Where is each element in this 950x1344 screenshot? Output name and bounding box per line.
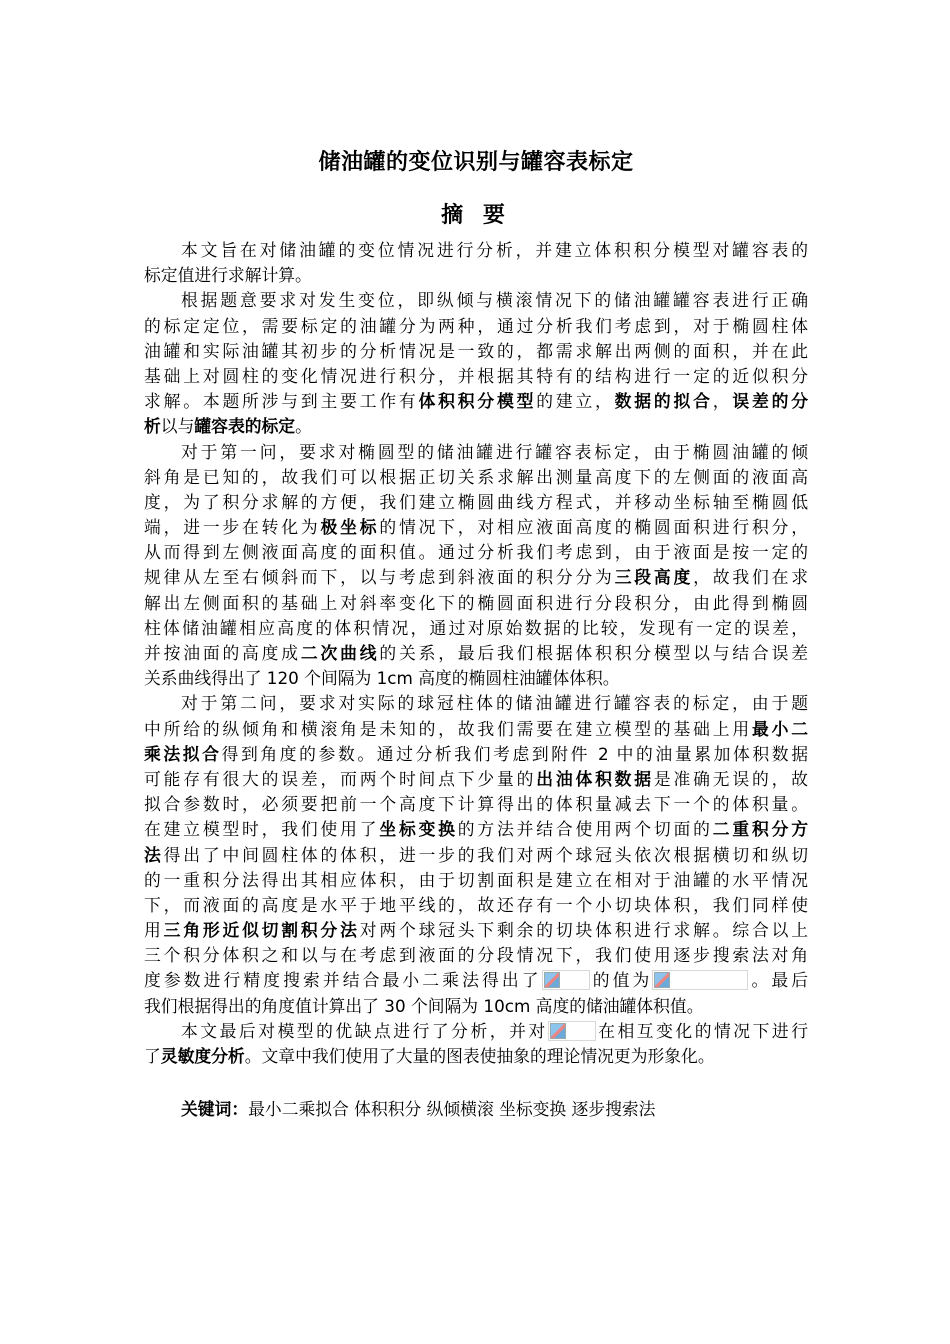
abstract-line (144, 339, 808, 364)
text-run: 是准确无误的，故 (653, 768, 808, 789)
abstract-line (144, 943, 808, 968)
abstract-line (144, 742, 808, 767)
abstract-line (144, 792, 808, 817)
abstract-line (144, 389, 808, 414)
abstract-line (144, 288, 808, 313)
paper-title: 储油罐的变位识别与罐容表标定 (318, 150, 634, 175)
abstract-line (144, 717, 808, 742)
bold-term: 最小二 (751, 718, 808, 739)
abstract-line (144, 817, 808, 842)
broken-image-icon (550, 1023, 566, 1039)
broken-formula-image (652, 970, 748, 990)
abstract-line (144, 364, 808, 389)
abstract-line (144, 414, 808, 439)
abstract-line (144, 767, 808, 792)
bold-term: 二次曲线 (300, 643, 380, 663)
bold-term: 乘法拟合 (144, 743, 222, 764)
text-run: 的方法并结合使用两个切面的 (457, 819, 713, 840)
text-run: 了 (144, 1046, 161, 1066)
text-run: 在建立模型时，我们使用了 (144, 819, 380, 840)
abstract-line (144, 515, 808, 540)
bold-term: 误差的分 (732, 391, 808, 412)
bold-term: 灵敏度分析 (160, 1046, 245, 1066)
text-run: 。 (295, 416, 312, 437)
abstract-heading: 摘 要 (441, 203, 511, 228)
abstract-line (144, 666, 808, 691)
text-run: 的一重积分法得出其相应体积，由于切割面积是建立在相对于油罐的水平情况 (144, 869, 808, 890)
abstract-line (144, 893, 808, 918)
text-run: ，故我们在求 (693, 567, 808, 588)
abstract-line (144, 238, 808, 263)
text-run: 中所给的纵倾角和横滚角是未知的，故我们需要在建立模型的基础上用 (144, 718, 752, 739)
text-run: 度参数进行精度搜索并结合最小二乘法得出了 (144, 970, 542, 991)
text-run: 可能存有很大的误差，而两个时间点下少量的 (144, 768, 537, 789)
abstract-line (144, 490, 808, 515)
broken-formula-image (548, 1021, 596, 1041)
text-run: 本文最后对模型的优缺点进行了分析，并对 (181, 1020, 548, 1041)
abstract-line (144, 843, 808, 868)
abstract-line (144, 314, 808, 339)
text-run: 对于第一问，要求对椭圆型的储油罐进行罐容表标定，由于椭圆油罐的倾 (181, 441, 808, 462)
text-run: 油罐和实际油罐其初步的分析情况是一致的，都需求解出两侧的面积，并在此 (144, 340, 808, 361)
broken-formula-image (542, 970, 590, 990)
abstract-line (144, 994, 808, 1019)
abstract-line (144, 691, 808, 716)
text-run: 柱体储油罐相应高度的体积情况，通过对原始数据的比较，发现有一定的误差， (144, 617, 808, 638)
bold-term: 坐标变换 (379, 819, 458, 840)
broken-image-icon (544, 972, 560, 988)
text-run: 斜角是已知的，故我们可以根据正切关系求解出测量高度下的左侧面的液面高 (144, 466, 808, 487)
text-run: 基础上对圆柱的变化情况进行积分，并根据其特有的结构进行一定的近似积分 (144, 365, 808, 386)
bold-term: 数据的拟合 (614, 391, 713, 412)
bold-term: 法 (144, 844, 164, 865)
text-run: 本文旨在对储油罐的变位情况进行分析，并建立体积积分模型对罐容表的 (181, 240, 808, 260)
abstract-line (144, 616, 808, 641)
abstract-line (144, 641, 808, 666)
text-run: 下，而液面的高度是水平于地平线的，故还存有一个小切块体积，我们同样使 (144, 894, 808, 915)
bold-term: 罐容表的标定 (194, 416, 296, 437)
abstract-line (144, 918, 808, 943)
bold-term: 极坐标 (320, 517, 380, 538)
text-run: ， (712, 391, 733, 412)
bold-term: 析 (144, 416, 161, 437)
abstract-line (144, 868, 808, 893)
text-run: 度，为了积分求解的方便，我们建立椭圆曲线方程式，并移动坐标轴至椭圆低 (144, 491, 808, 512)
keywords-text: 最小二乘拟合 体积积分 纵倾横滚 坐标变换 逐步搜索法 (248, 1099, 656, 1119)
broken-image-icon (654, 972, 670, 988)
abstract-body (144, 238, 808, 1069)
text-run: 端，进一步在转化为 (144, 517, 321, 538)
abstract-line (144, 565, 808, 590)
text-run: 规律从左至右倾斜而下，以与考虑到斜液面的积分分为 (144, 567, 615, 588)
keywords-label: 关键词： (181, 1099, 249, 1119)
bold-term: 二重积分方 (712, 819, 808, 840)
bold-term: 三角形近似切割积分法 (163, 920, 360, 941)
text-run: 的标定定位，需要标定的油罐分为两种，通过分析我们考虑到，对于椭圆柱体 (144, 315, 808, 336)
text-run: 的值为 (589, 970, 653, 991)
abstract-line (144, 540, 808, 565)
text-run: 关系曲线得出了 120 个间隔为 1cm 高度的椭圆柱油罐体体积。 (144, 668, 620, 689)
text-run: 对于第二问，要求对实际的球冠柱体的储油罐进行罐容表的标定，由于题 (181, 693, 808, 714)
abstract-line (144, 1044, 808, 1069)
text-run: 。最后 (748, 970, 808, 991)
text-run: 的情况下，对相应液面高度的椭圆面积进行积分， (379, 517, 808, 538)
text-run: 得出了中间圆柱体的体积，进一步的我们对两个球冠头依次根据横切和纵切 (163, 844, 808, 865)
text-run: 的建立， (536, 391, 615, 412)
text-run: 从而得到左侧液面高度的面积值。通过分析我们考虑到，由于液面是按一定的 (144, 542, 808, 563)
text-run: 。文章中我们使用了大量的图表使抽象的理论情况更为形象化。 (244, 1046, 715, 1066)
text-run: 的关系，最后我们根据体积积分模型以与结合误差 (379, 643, 808, 663)
text-run: 用 (144, 920, 164, 941)
text-run: 解出左侧面积的基础上对斜率变化下的椭圆面积进行分段积分，由此得到椭圆 (144, 592, 808, 613)
bold-term: 三段高度 (614, 567, 694, 588)
text-run: 根据题意要求对发生变位，即纵倾与横滚情况下的储油罐罐容表进行正确 (181, 290, 808, 311)
text-run: 对两个球冠头下剩余的切块体积进行求解。综合以上 (359, 920, 808, 941)
text-run: 以与 (160, 416, 195, 437)
text-run: 标定值进行求解计算。 (144, 265, 312, 286)
text-run: 我们根据得出的角度值计算出了 30 个间隔为 10cm 高度的储油罐体积值。 (144, 995, 704, 1016)
abstract-line (144, 440, 808, 465)
abstract-line (144, 968, 808, 993)
abstract-line (144, 591, 808, 616)
keywords-line (181, 1096, 655, 1120)
abstract-line (144, 263, 808, 288)
text-run: 在相互变化的情况下进行 (595, 1020, 808, 1041)
text-run: 得到角度的参数。通过分析我们考虑到附件 2 中的油量累加体积数据 (221, 743, 808, 764)
text-run: 三个积分体积之和以与在考虑到液面的分段情况下，我们使用逐步搜索法对角 (144, 945, 808, 966)
abstract-line (144, 465, 808, 490)
bold-term: 出油体积数据 (536, 768, 654, 789)
text-run: 拟合参数时，必须要把前一个高度下计算得出的体积量减去下一个的体积量。 (144, 794, 808, 815)
text-run: 并按油面的高度成 (144, 643, 301, 663)
text-run: 求解。本题所涉与到主要工作有 (144, 391, 419, 412)
bold-term: 体积积分模型 (418, 391, 537, 412)
abstract-line (144, 1019, 808, 1044)
